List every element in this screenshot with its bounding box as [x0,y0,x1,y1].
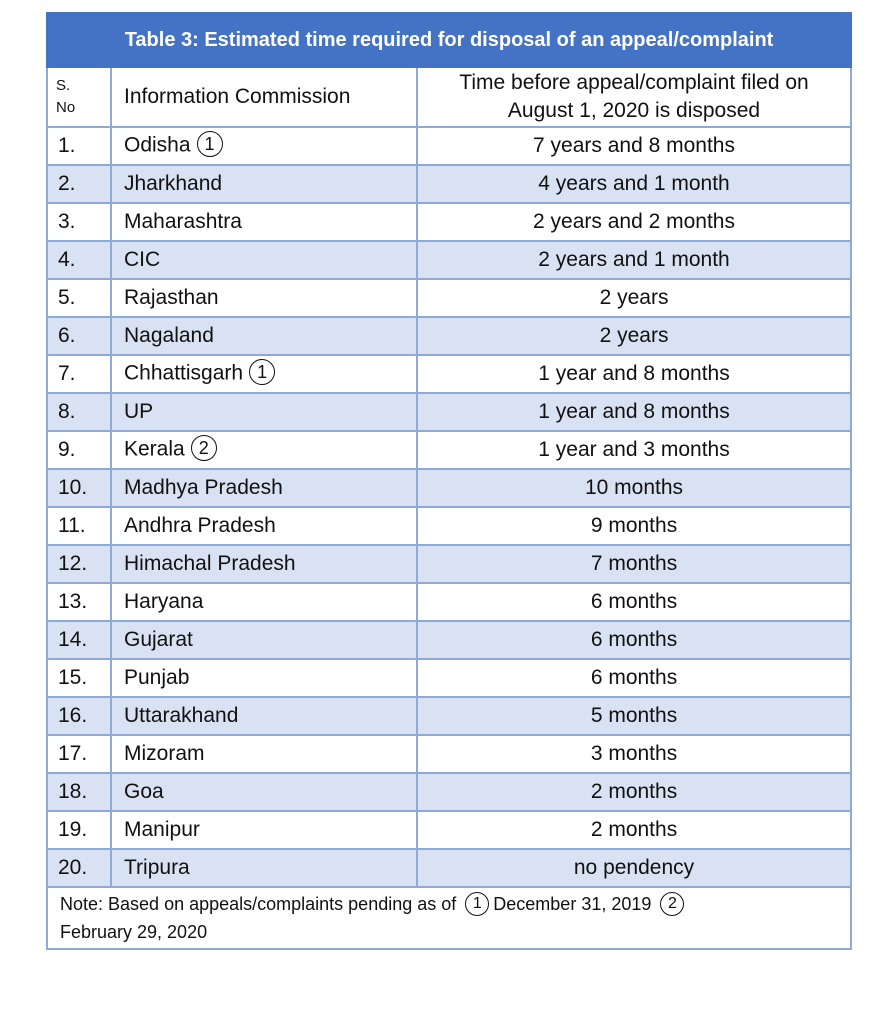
commission-name: CIC [124,248,161,271]
row-commission [111,241,417,279]
row-commission [111,735,417,773]
row-time: 1 year and 3 months [417,431,851,469]
table-row [47,431,851,469]
row-commission [111,203,417,241]
commission-name: Andhra Pradesh [124,514,276,537]
table-row [47,811,851,849]
row-commission [111,697,417,735]
row-sno: 11. [47,507,111,545]
table-row [47,849,851,887]
table-row [47,165,851,203]
table-row [47,203,851,241]
commission-name: Kerala [124,437,185,461]
row-sno: 12. [47,545,111,583]
note-marker-2: 2 [660,892,684,916]
row-sno: 2. [47,165,111,203]
row-commission [111,545,417,583]
table-body [47,127,851,887]
commission-name: Maharashtra [124,210,242,233]
row-time: 6 months [417,659,851,697]
row-sno: 17. [47,735,111,773]
note-prefix: Note: Based on appeals/complaints pending as of [60,894,457,914]
note-date-2: February 29, 2020 [60,922,208,942]
row-time: 2 years [417,279,851,317]
row-commission [111,773,417,811]
row-commission [111,279,417,317]
table-row [47,735,851,773]
commission-name: Gujarat [124,628,193,651]
table-row [47,393,851,431]
row-sno: 19. [47,811,111,849]
header-time [417,67,851,127]
row-time: 6 months [417,583,851,621]
commission-name: Goa [124,780,164,803]
commission-name: Uttarakhand [124,704,239,727]
row-commission [111,811,417,849]
row-time: 2 years [417,317,851,355]
row-sno: 15. [47,659,111,697]
table-title: Table 3: Estimated time required for disposal of an appeal/complaint [47,13,851,67]
commission-name: Nagaland [124,324,214,347]
disposal-time-table-container [46,12,850,950]
row-time: 1 year and 8 months [417,355,851,393]
note-date-1: December 31, 2019 [493,894,652,914]
row-time: 4 years and 1 month [417,165,851,203]
table-row [47,545,851,583]
table-row [47,469,851,507]
row-commission [111,583,417,621]
row-time: 2 years and 2 months [417,203,851,241]
row-commission [111,127,417,165]
row-commission [111,431,417,469]
commission-name: Madhya Pradesh [124,476,283,499]
header-row [47,67,851,127]
table-row [47,659,851,697]
header-sno [47,67,111,127]
row-sno: 20. [47,849,111,887]
row-time: 10 months [417,469,851,507]
row-commission [111,659,417,697]
commission-name: Chhattisgarh [124,361,244,385]
row-commission [111,165,417,203]
table-row [47,621,851,659]
commission-name: Manipur [124,818,200,841]
commission-name: Jharkhand [124,172,223,195]
row-sno: 14. [47,621,111,659]
commission-name: Tripura [124,856,190,879]
footnote-marker: 2 [191,435,217,461]
header-time-line1: Time before appeal/complaint filed on [459,71,809,94]
table-row [47,773,851,811]
header-sno-line2: No [56,99,76,116]
table-row [47,355,851,393]
commission-name: Mizoram [124,742,205,765]
row-commission [111,507,417,545]
commission-name: Punjab [124,666,190,689]
commission-name: UP [124,400,154,423]
row-sno: 16. [47,697,111,735]
commission-name: Rajasthan [124,286,219,309]
table-row [47,507,851,545]
row-sno: 5. [47,279,111,317]
table-row [47,279,851,317]
row-time: no pendency [417,849,851,887]
header-commission: Information Commission [111,67,417,127]
header-time-line2: August 1, 2020 is disposed [507,99,761,122]
row-sno: 7. [47,355,111,393]
commission-name: Odisha [124,133,191,157]
row-commission [111,317,417,355]
header-sno-line1: S. [56,77,71,94]
row-time: 7 years and 8 months [417,127,851,165]
row-sno: 1. [47,127,111,165]
row-time: 9 months [417,507,851,545]
commission-name: Himachal Pradesh [124,552,296,575]
row-time: 2 years and 1 month [417,241,851,279]
table-row [47,127,851,165]
row-commission [111,849,417,887]
table-note [47,887,851,949]
table-row [47,317,851,355]
row-sno: 9. [47,431,111,469]
row-time: 2 months [417,773,851,811]
row-commission [111,393,417,431]
row-sno: 13. [47,583,111,621]
row-time: 5 months [417,697,851,735]
table-row [47,697,851,735]
table-row [47,583,851,621]
disposal-time-table [46,12,852,950]
note-marker-1: 1 [465,892,489,916]
commission-name: Haryana [124,590,204,613]
row-commission [111,621,417,659]
row-time: 3 months [417,735,851,773]
row-commission [111,469,417,507]
row-sno: 6. [47,317,111,355]
footnote-marker: 1 [197,131,223,157]
row-sno: 10. [47,469,111,507]
row-time: 1 year and 8 months [417,393,851,431]
row-time: 2 months [417,811,851,849]
row-sno: 8. [47,393,111,431]
row-sno: 3. [47,203,111,241]
row-sno: 18. [47,773,111,811]
table-row [47,241,851,279]
row-time: 6 months [417,621,851,659]
row-time: 7 months [417,545,851,583]
footnote-marker: 1 [249,359,275,385]
row-sno: 4. [47,241,111,279]
row-commission [111,355,417,393]
